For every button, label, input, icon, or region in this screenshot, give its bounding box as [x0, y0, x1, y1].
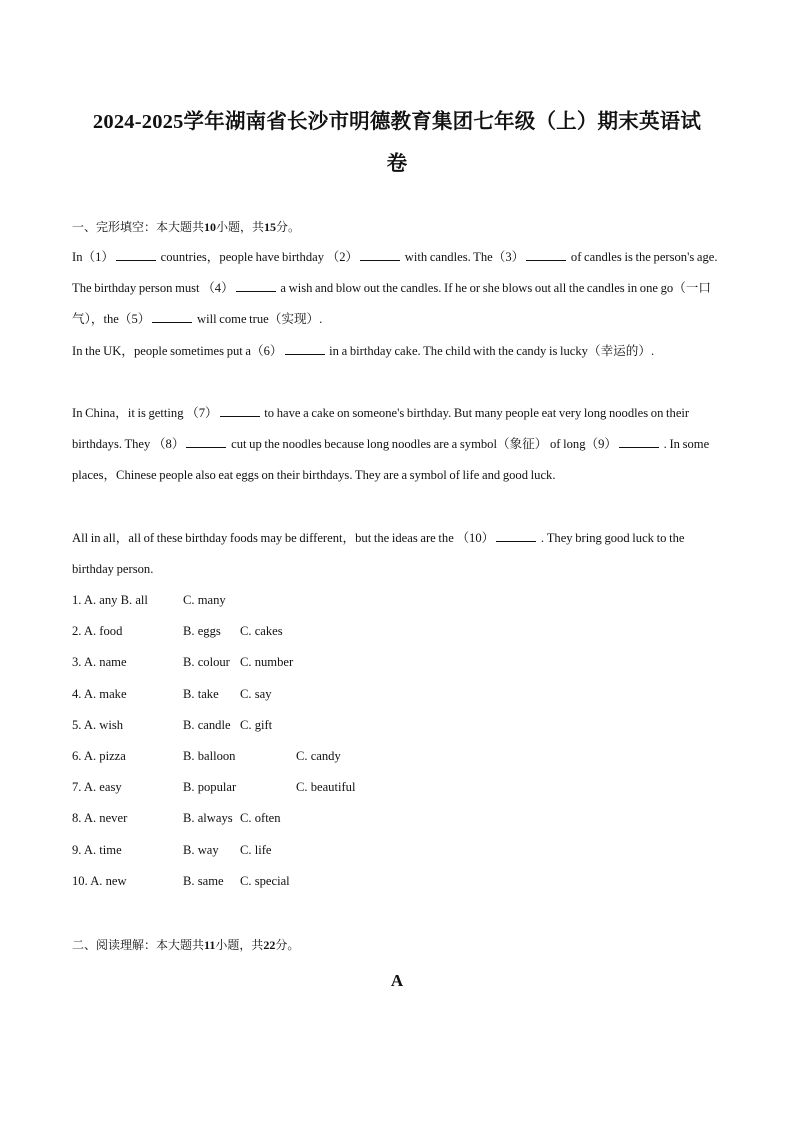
option-c: C. cakes	[240, 624, 283, 639]
answer-blank	[526, 250, 566, 261]
passage-paragraph-2	[72, 336, 722, 367]
section-mid: 小题，共	[215, 938, 264, 952]
option-a: 8. A. never	[72, 811, 128, 826]
option-a: 10. A. new	[72, 873, 127, 888]
passage-text: cut up the noodles because long noodles are a symbol（象征） of long（9）	[231, 437, 617, 452]
section-suffix: 分。	[276, 220, 301, 234]
answer-options-list	[72, 585, 472, 897]
section-heading-reading	[72, 936, 299, 953]
option-a: 6. A. pizza	[72, 748, 126, 763]
section-heading-cloze	[72, 218, 300, 235]
option-b: B. take	[183, 686, 219, 701]
section-mid: 小题，共	[216, 220, 265, 234]
option-row	[72, 772, 472, 803]
passage-paragraph-1	[72, 242, 722, 336]
passage-text: of candles is the person's age. The birthday person must （4）	[72, 250, 718, 296]
exam-title-line1: 2024-2025学年湖南省长沙市明德教育集团七年级（上）期末英语试	[92, 111, 702, 133]
question-count: 10	[204, 220, 217, 234]
passage-text: In China，it is getting （7）	[72, 406, 218, 420]
option-a: 9. A. time	[72, 842, 122, 857]
option-row	[72, 616, 472, 647]
score-total: 15	[264, 220, 277, 234]
passage-text: with candles. The（3）	[404, 250, 525, 264]
option-c: C. many	[183, 593, 226, 607]
answer-blank	[186, 437, 226, 448]
answer-blank	[619, 437, 659, 448]
passage-text: to have a cake on someone's birthday. But many people eat very long noodles on their birthdays. They （8）	[72, 406, 690, 452]
option-row	[72, 741, 472, 772]
option-b: B. same	[183, 873, 224, 888]
option-a: 4. A. make	[72, 686, 127, 701]
option-b: B. colour	[183, 655, 230, 670]
passage-text: All in all，all of these birthday foods may be different，but the ideas are the （10）	[72, 531, 495, 545]
option-c: C. gift	[240, 717, 273, 732]
option-c: C. often	[240, 811, 281, 826]
answer-blank	[496, 531, 536, 542]
option-a: 7. A. easy	[72, 780, 122, 795]
option-c: C. candy	[296, 748, 341, 763]
passage-text: in a birthday cake. The child with the candy is lucky（幸运的）.	[329, 344, 655, 358]
passage-paragraph-4	[72, 523, 722, 585]
option-row	[72, 835, 472, 866]
passage-text: countries，people have birthday （2）	[160, 250, 359, 264]
option-c: C. beautiful	[296, 780, 356, 795]
option-b: B. eggs	[183, 624, 221, 639]
option-row	[72, 866, 472, 897]
option-b: B. popular	[183, 780, 237, 795]
section-suffix: 分。	[275, 938, 300, 952]
answer-blank	[220, 406, 260, 417]
option-row	[72, 710, 472, 741]
question-count: 11	[204, 938, 216, 952]
passage-text: will come true（实现）.	[197, 312, 323, 327]
option-row	[72, 585, 472, 616]
option-a: 2. A. food	[72, 624, 123, 639]
option-a: 1. A. any B. all	[72, 593, 148, 607]
option-b: B. always	[183, 811, 233, 826]
answer-blank	[152, 312, 192, 323]
passage-text: In（1）	[72, 250, 114, 264]
option-c: C. number	[240, 655, 294, 670]
option-a: 3. A. name	[72, 655, 127, 670]
passage-text: . They bring good luck to the birthday person.	[72, 531, 685, 577]
section-prefix: 一、完形填空：本大题共	[72, 220, 205, 234]
option-c: C. special	[240, 873, 290, 888]
option-row	[72, 647, 472, 678]
option-row	[72, 803, 472, 834]
reading-part-label: A	[390, 971, 404, 990]
option-b: B. candle	[183, 717, 231, 732]
score-total: 22	[263, 938, 276, 952]
option-b: B. way	[183, 842, 219, 857]
passage-paragraph-3	[72, 398, 722, 492]
answer-blank	[236, 281, 276, 292]
section-prefix: 二、阅读理解：本大题共	[72, 938, 205, 952]
exam-title-line2: 卷	[386, 153, 408, 175]
option-c: C. life	[240, 842, 272, 857]
answer-blank	[116, 250, 156, 261]
option-a: 5. A. wish	[72, 717, 124, 732]
option-b: B. balloon	[183, 748, 236, 763]
option-row	[72, 679, 472, 710]
passage-text: In the UK，people sometimes put a（6）	[72, 344, 283, 358]
passage-text: a wish and blow out the candles. If he or she blows out all the candles in one go（一口气），the（5）	[72, 281, 711, 327]
passage-text: . In some places，Chinese people also eat eggs on their birthdays. They are a symbol of life and good luck.	[72, 437, 710, 483]
option-c: C. say	[240, 686, 272, 701]
answer-blank	[360, 250, 400, 261]
answer-blank	[285, 344, 325, 355]
